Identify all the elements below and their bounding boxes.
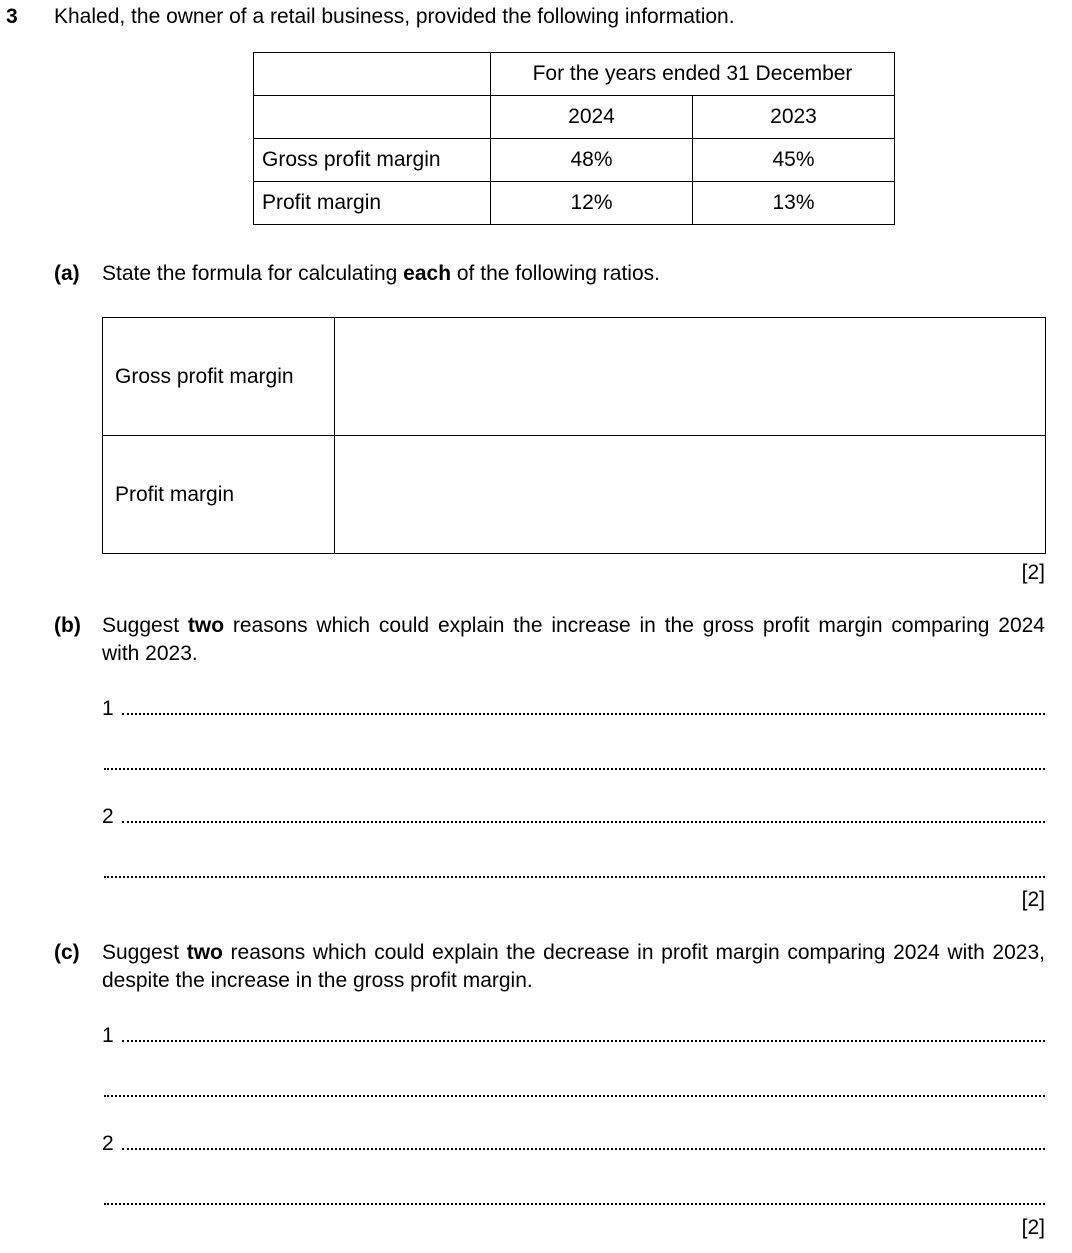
row-label: Profit margin: [103, 436, 335, 554]
marks: [2]: [1021, 561, 1045, 584]
answer-number: 2: [102, 1132, 114, 1155]
year-header: 2023: [693, 96, 895, 139]
part-b-text: Suggest two reasons which could explain the increase in the gross profit margin comparing 2024 with 2023.: [102, 614, 1045, 665]
cell-value: 13%: [693, 182, 895, 225]
answer-line[interactable]: [122, 1040, 1045, 1042]
answer-line[interactable]: [104, 1095, 1045, 1097]
answer-line[interactable]: [122, 1148, 1045, 1150]
answer-line[interactable]: [122, 713, 1045, 715]
answer-number: 1: [102, 1024, 114, 1047]
cell-value: 48%: [491, 139, 693, 182]
row-label: Gross profit margin: [254, 139, 491, 182]
answer-line[interactable]: [104, 876, 1045, 878]
answer-box-profit-margin[interactable]: [335, 436, 1046, 554]
part-a-text: State the formula for calculating each of the following ratios.: [102, 262, 660, 285]
part-c-text: Suggest two reasons which could explain the decrease in profit margin comparing 2024 with 2023, despite the increase in the gross profit margin.: [102, 941, 1045, 992]
answer-line[interactable]: [122, 821, 1045, 823]
answer-number: 2: [102, 805, 114, 828]
row-label: Gross profit margin: [103, 318, 335, 436]
part-c-label: (c): [54, 941, 80, 964]
table-row: [254, 182, 895, 225]
answer-line[interactable]: [104, 1203, 1045, 1205]
marks: [2]: [1021, 888, 1045, 911]
row-label: Profit margin: [254, 182, 491, 225]
question-number: 3: [6, 5, 18, 28]
answer-number: 1: [102, 697, 114, 720]
answer-line[interactable]: [104, 768, 1045, 770]
answer-box-gross-profit-margin[interactable]: [335, 318, 1046, 436]
marks: [2]: [1021, 1216, 1045, 1239]
part-b-label: (b): [54, 614, 81, 637]
cell-value: 12%: [491, 182, 693, 225]
question-intro: Khaled, the owner of a retail business, provided the following information.: [54, 5, 735, 28]
part-a-label: (a): [54, 262, 80, 285]
table-row: [254, 139, 895, 182]
ratio-info-table: [253, 52, 895, 225]
formula-answer-table: [102, 317, 1046, 554]
cell-value: 45%: [693, 139, 895, 182]
table-header: For the years ended 31 December: [491, 53, 895, 96]
year-header: 2024: [491, 96, 693, 139]
